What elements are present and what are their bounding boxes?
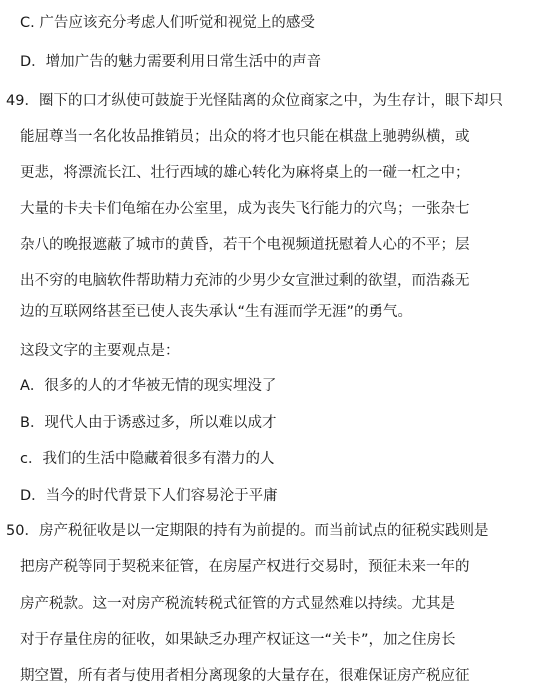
q50-line-4: 对于存量住房的征收，如果缺乏办理产权证这一“关卡”，加之住房长 bbox=[20, 632, 456, 648]
prev-option-c: C. 广告应该充分考虑人们听觉和视觉上的感受 bbox=[20, 15, 315, 31]
q50-line-5: 期空置，所有者与使用者相分离现象的大量存在，很难保证房产税应征 bbox=[20, 668, 470, 684]
q49-option-b: B．现代人由于诱惑过多，所以难以成才 bbox=[20, 415, 277, 431]
q50-line-1: 50．房产税征收是以一定期限的持有为前提的。而当前试点的征税实践则是 bbox=[6, 523, 489, 539]
prev-option-d: D．增加广告的魅力需要利用日常生活中的声音 bbox=[20, 54, 322, 70]
q49-line-1: 49．圈下的口才纵使可鼓旋于光怪陆离的众位商家之中，为生存计，眼下却只 bbox=[6, 93, 503, 109]
q49-line-3: 更悲，将漂流长江、壮行西域的雄心转化为麻将桌上的一碰一杠之中； bbox=[20, 165, 470, 181]
q50-line-2: 把房产税等同于契税来征管，在房屋产权进行交易时，预征未来一年的 bbox=[20, 559, 470, 575]
q49-line-6: 出不穷的电脑软件帮助精力充沛的少男少女宣泄过剩的欲望，而浩淼无 bbox=[20, 273, 470, 289]
q49-line-4: 大量的卡夫卡们龟缩在办公室里，成为丧失飞行能力的穴鸟；一张杂七 bbox=[20, 201, 470, 217]
q49-prompt: 这段文字的主要观点是： bbox=[20, 343, 180, 359]
q49-line-2: 能屈尊当一名化妆品推销员；出众的将才也只能在棋盘上驰骋纵横，或 bbox=[20, 129, 470, 145]
q49-option-c: c．我们的生活中隐藏着很多有潜力的人 bbox=[20, 451, 275, 467]
q49-line-7: 边的互联网络甚至已使人丧失承认“生有涯而学无涯”的勇气。 bbox=[20, 304, 413, 320]
q50-line-3: 房产税款。这一对房产税流转税式征管的方式显然难以持续。尤其是 bbox=[20, 596, 455, 612]
q49-option-a: A．很多的人的才华被无情的现实埋没了 bbox=[20, 378, 277, 394]
q49-line-5: 杂八的晚报遮蔽了城市的黄昏，若干个电视频道抚慰着人心的不平；层 bbox=[20, 237, 470, 253]
q49-option-d: D．当今的时代背景下人们容易沦于平庸 bbox=[20, 488, 278, 504]
